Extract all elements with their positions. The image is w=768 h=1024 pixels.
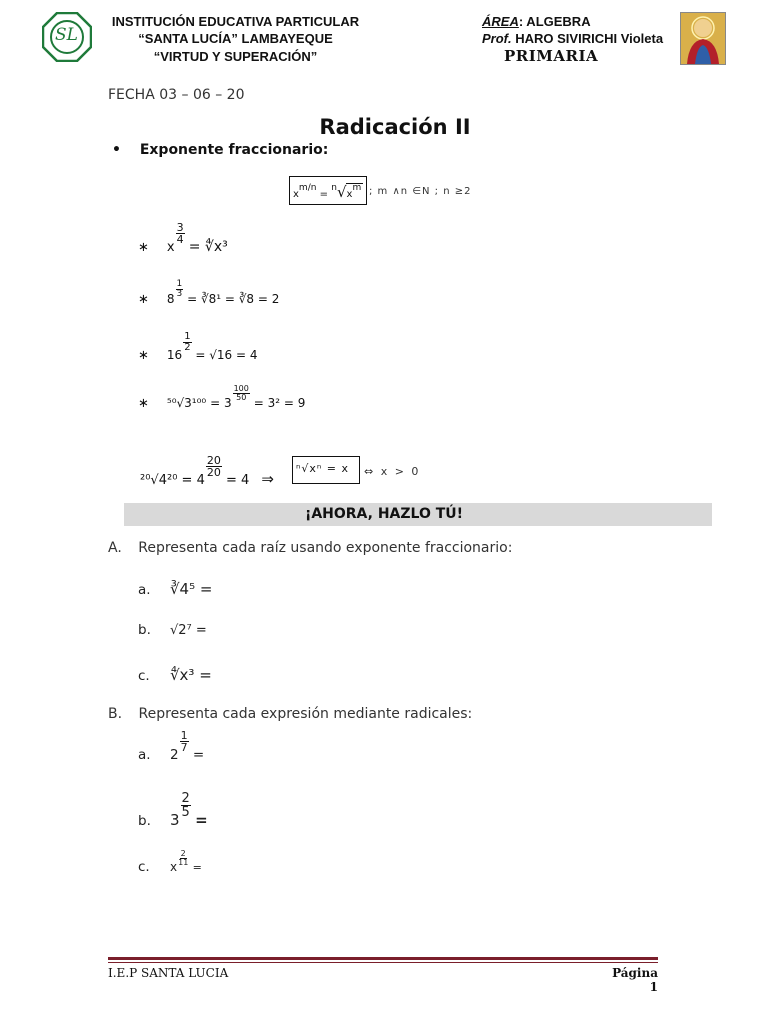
fraction-exponent: $\frac{100}{50}$ [233, 384, 249, 402]
practice-banner-text: ¡AHORA, HAZLO TÚ! [304, 506, 464, 522]
example-marker: ∗ [138, 240, 149, 255]
example-marker: ∗ [138, 292, 149, 307]
bullet-icon: • [112, 142, 121, 158]
fraction-exponent: $\frac{2}{11}$ [178, 849, 189, 867]
topic-line [112, 142, 328, 158]
fraction-exponent: $\frac{2}{5}$ [181, 791, 190, 820]
footer-school: I.E.P SANTA LUCIA [108, 966, 229, 980]
section-b-heading: B. Representa cada expresión mediante radicales: [108, 706, 473, 722]
area-label: ÁREA [482, 14, 519, 29]
logo-text: SL [55, 25, 78, 45]
section-a-item-c: c. ∜x³ = [138, 666, 212, 684]
fraction-exponent: $\frac{1}{2}$ [184, 331, 191, 353]
fraction-exponent: $\frac{1}{3}$ [176, 279, 183, 299]
topic-label: Exponente fraccionario: [139, 142, 329, 158]
final-example: ²⁰√4²⁰ = 4 $\frac{20}{20}$ = 4 ⇒ [140, 454, 274, 488]
section-b-item-a: a. 2 $\frac{1}{7}$ = [138, 729, 205, 763]
rule-formula: $x^{m/n} = ^n√x^m$ [293, 183, 362, 201]
prof-value: HARO SIVIRICHI Violeta [511, 31, 664, 46]
section-b-item-b: b. 3 $\frac{2}{5}$ = [138, 791, 208, 829]
rule-exp: m/n [298, 183, 317, 193]
rule-conditions: ; m ∧n ∈N ; n ≥2 [369, 186, 472, 197]
school-motto: “VIRTUD Y SUPERACIÓN” [153, 49, 318, 64]
saint-image [680, 12, 726, 65]
example-1: ∗ x $\frac{3}{4}$ = ∜x³ [138, 221, 228, 255]
footer-rule-thin [108, 962, 658, 963]
area-line [482, 14, 591, 29]
prof-label: Prof. [482, 31, 512, 46]
example-marker: ∗ [138, 396, 149, 411]
example-3: ∗ 16 $\frac{1}{2}$ = √16 = 4 [138, 331, 258, 363]
example-4: ∗ ⁵⁰√3¹⁰⁰ = 3 $\frac{100}{50}$ = 3² = 9 [138, 384, 306, 411]
level-label: PRIMARIA [504, 47, 599, 65]
section-a-heading: A. Representa cada raíz usando exponente fraccionario: [108, 540, 513, 556]
implies-arrow: ⇒ [261, 470, 274, 488]
date-label: FECHA 03 – 06 – 20 [108, 87, 245, 103]
prof-line [482, 31, 663, 46]
area-value: : ALGEBRA [518, 14, 591, 29]
property-condition: ⇔ x > 0 [364, 465, 421, 478]
school-name: “SANTA LUCÍA” LAMBAYEQUE [138, 31, 333, 46]
example-2: ∗ 8 $\frac{1}{3}$ = ∛8¹ = ∛8 = 2 [138, 279, 280, 307]
fraction-exponent: $\frac{20}{20}$ [206, 454, 221, 479]
institution-name: INSTITUCIÓN EDUCATIVA PARTICULAR [111, 14, 360, 29]
example-marker: ∗ [138, 348, 149, 363]
property-formula: ⁿ√xⁿ = x [296, 462, 350, 475]
school-logo [42, 12, 92, 62]
fraction-exponent: $\frac{1}{7}$ [180, 729, 188, 754]
section-a-item-b: b. √2⁷ = [138, 622, 207, 638]
section-b-item-c: c. x $\frac{2}{11}$ = [138, 849, 202, 875]
page-title: Radicación II [319, 115, 471, 139]
rule-radicand: $x^m$ [346, 183, 362, 200]
section-a-item-a: a. ∛4⁵ = [138, 580, 213, 598]
fraction-exponent: $\frac{3}{4}$ [176, 221, 184, 246]
footer-rule-thick [108, 957, 658, 960]
footer-page: Página 1 [612, 966, 658, 994]
